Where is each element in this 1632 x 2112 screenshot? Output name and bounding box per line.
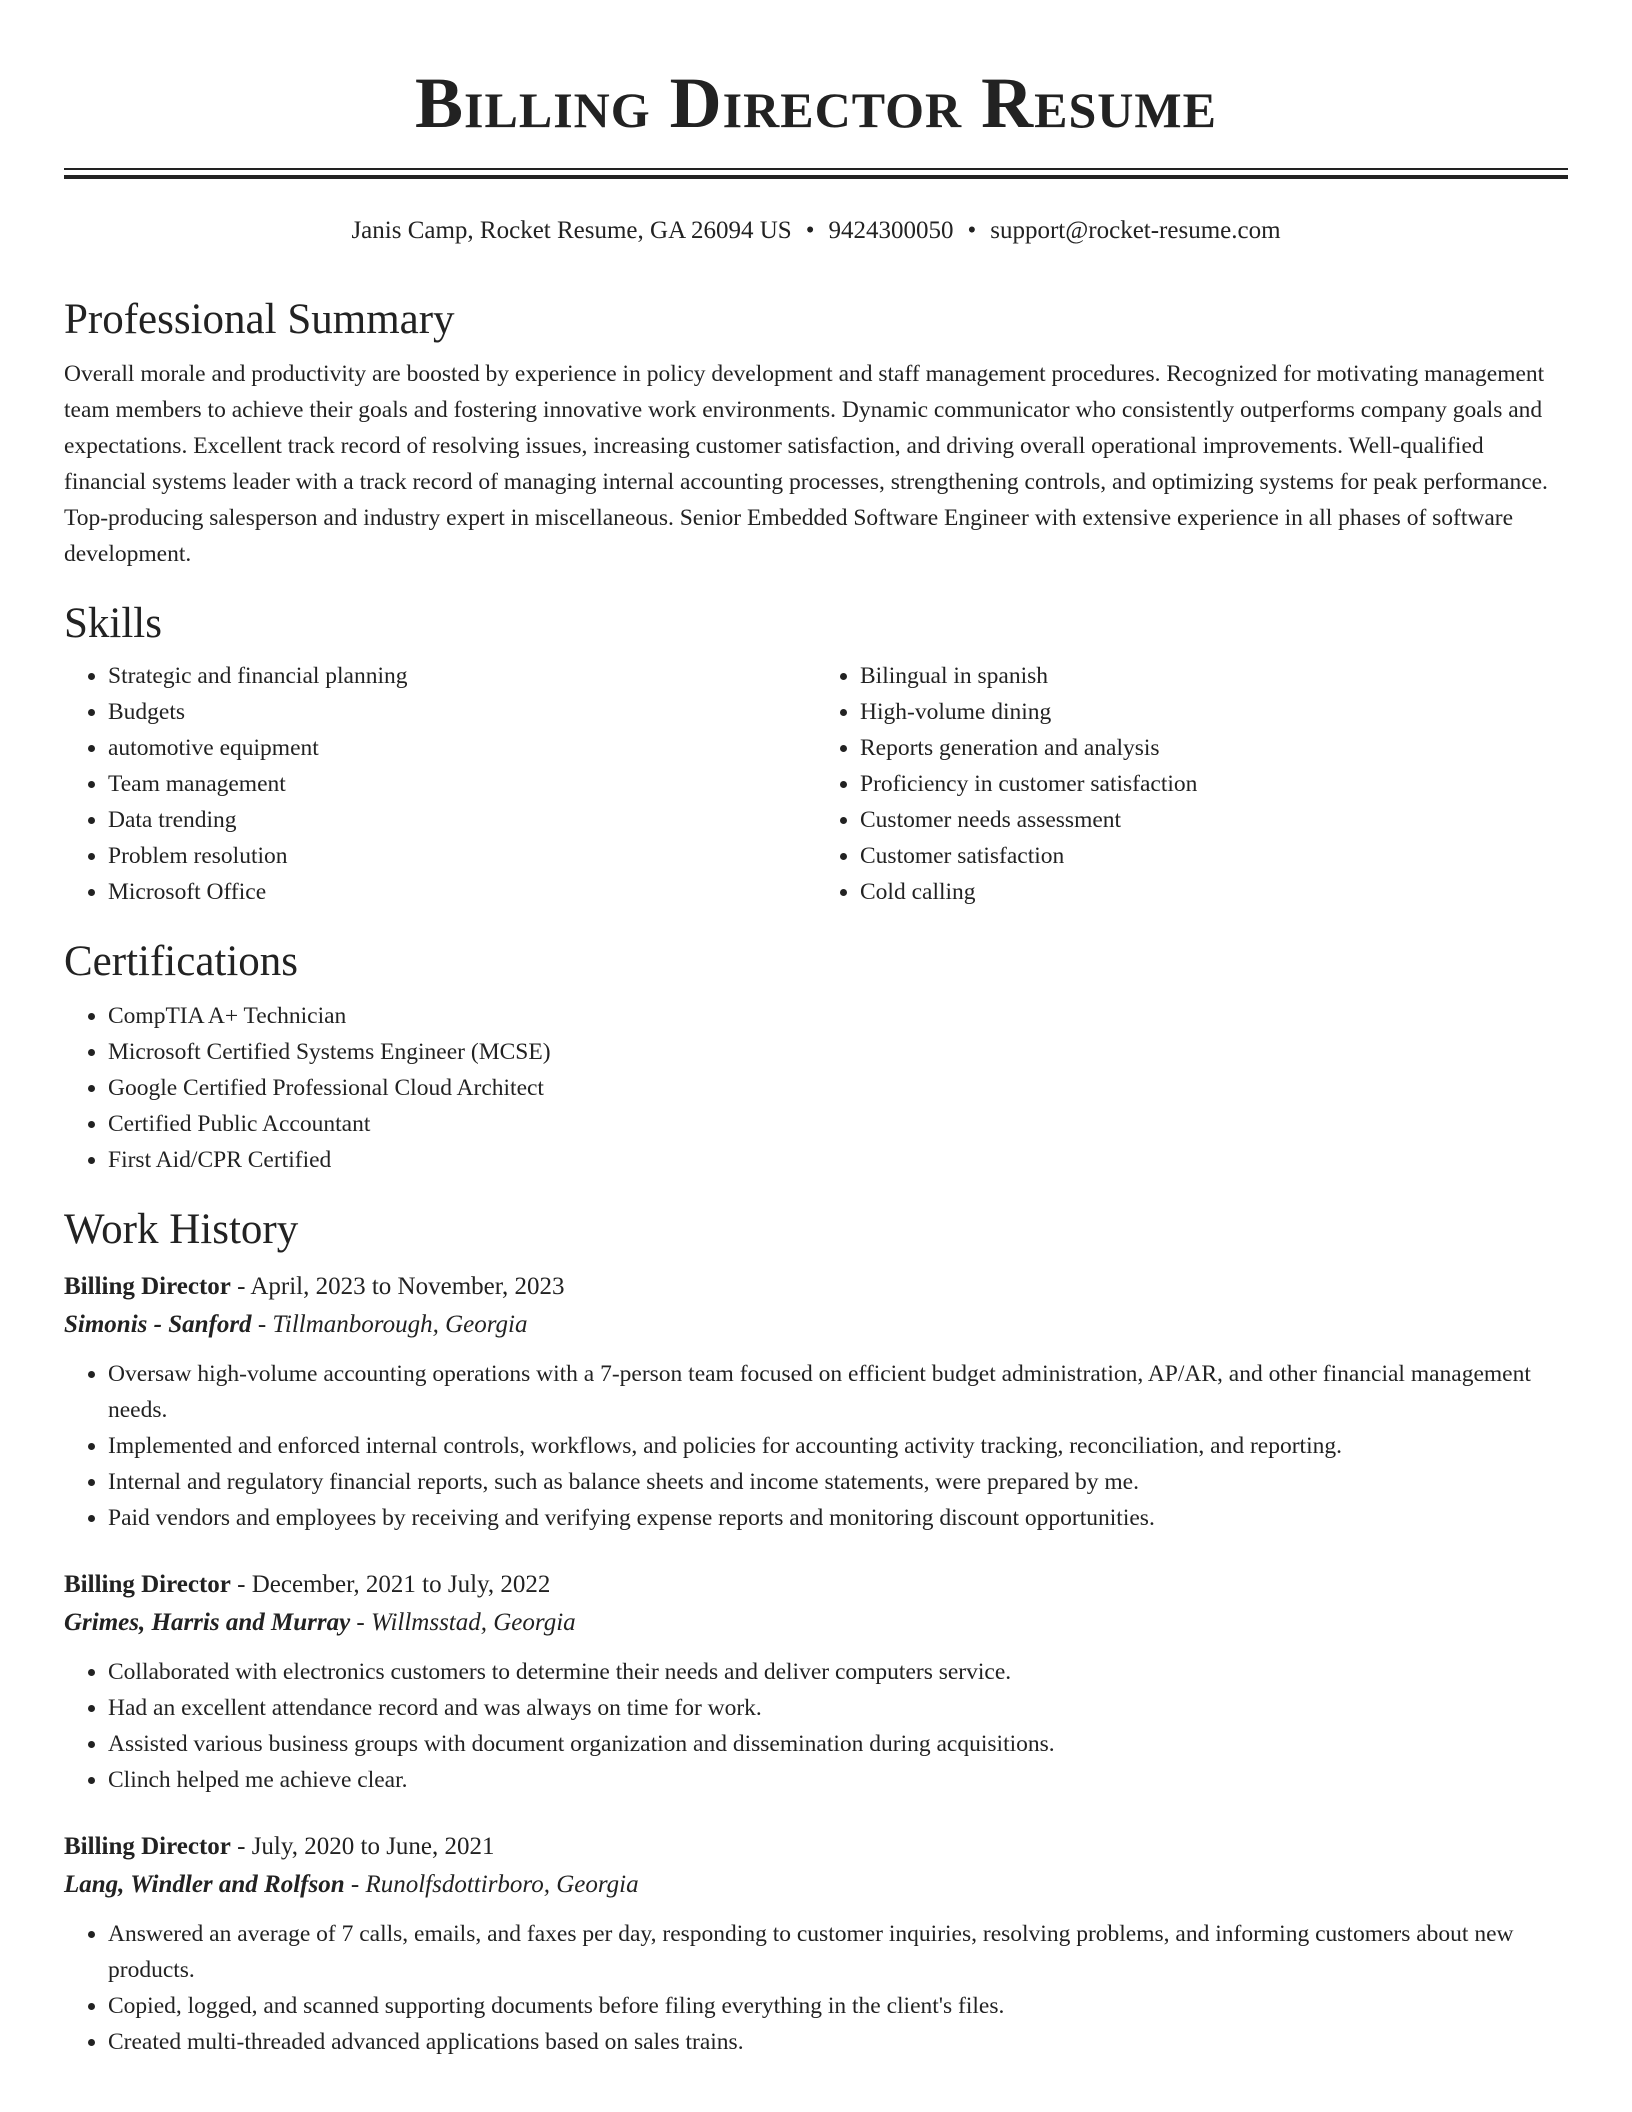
certification-item: • Google Certified Professional Cloud Architect (108, 1070, 1568, 1106)
resume-title: Billing Director Resume (415, 63, 1217, 143)
job-bullet: • Internal and regulatory financial reports, such as balance sheets and income statements, were prepared by me. (108, 1464, 1568, 1500)
certification-item: • Microsoft Certified Systems Engineer (MCSE) (108, 1034, 1568, 1070)
job-bullet: • Paid vendors and employees by receiving and verifying expense reports and monitoring discount opportunities. (108, 1500, 1568, 1536)
job-header (64, 1828, 1568, 1866)
job-dates: - December, 2021 to July, 2022 (237, 1571, 551, 1598)
job-location: - Willmsstad, Georgia (356, 1609, 576, 1636)
job-title: Billing Director (64, 1273, 231, 1300)
certifications-heading: Certifications (64, 938, 299, 985)
skills-list-left (64, 658, 816, 910)
job-title: Billing Director (64, 1833, 231, 1860)
skill-item: • Strategic and financial planning (108, 658, 816, 694)
job-bullet: • Clinch helped me achieve clear. (108, 1762, 1568, 1798)
job-header (64, 1268, 1568, 1306)
job-title: Billing Director (64, 1571, 231, 1598)
job-location: - Runolfsdottirboro, Georgia (350, 1871, 639, 1898)
job-dates: - April, 2023 to November, 2023 (237, 1273, 565, 1300)
skill-item: • Microsoft Office (108, 874, 816, 910)
skill-item: • Problem resolution (108, 838, 816, 874)
job-company-line (64, 1604, 1568, 1642)
job-bullets (64, 1916, 1568, 2060)
job-company-line (64, 1866, 1568, 1904)
skills-section (64, 596, 1568, 910)
job-company: Simonis - Sanford (64, 1311, 252, 1338)
job-location: - Tillmanborough, Georgia (257, 1311, 528, 1338)
skill-item: • Bilingual in spanish (860, 658, 1568, 694)
job-bullet: • Created multi-threaded advanced applications based on sales trains. (108, 2024, 1568, 2060)
skill-item: • Team management (108, 766, 816, 802)
job-bullets (64, 1654, 1568, 1798)
work-history-heading: Work History (64, 1206, 299, 1253)
certification-item: • Certified Public Accountant (108, 1106, 1568, 1142)
job-entry (64, 1268, 1568, 1536)
job-bullets (64, 1356, 1568, 1536)
skill-item: • Cold calling (860, 874, 1568, 910)
job-entry (64, 1828, 1568, 2060)
skill-item: • automotive equipment (108, 730, 816, 766)
certification-item: • First Aid/CPR Certified (108, 1142, 1568, 1178)
certifications-list (64, 998, 1568, 1178)
title-rule-thick (64, 175, 1568, 179)
skill-item: • High-volume dining (860, 694, 1568, 730)
summary-text: Overall morale and productivity are boosted by experience in policy development and staff management procedures. Recognized for motivating management team members to achieve their goals and fostering innovative work environments. Dynamic communicator who consistently outperforms company goals and expectations. Excellent track record of resolving issues, increasing customer satisfaction, and driving overall operational improvements. Well-qualified financial systems leader with a track record of managing internal accounting processes, strengthening controls, and optimizing systems for peak performance. Top-producing salesperson and industry expert in miscellaneous. Senior Embedded Software Engineer with extensive experience in all phases of software development. (64, 361, 1548, 567)
certifications-section (64, 934, 1568, 1178)
skill-item: • Budgets (108, 694, 816, 730)
job-bullet: • Had an excellent attendance record and was always on time for work. (108, 1690, 1568, 1726)
skill-item: • Reports generation and analysis (860, 730, 1568, 766)
skills-list-right (816, 658, 1568, 910)
job-header (64, 1566, 1568, 1604)
skills-heading: Skills (64, 600, 162, 647)
job-company: Lang, Windler and Rolfson (64, 1871, 345, 1898)
skills-columns (64, 658, 1568, 910)
job-company-line (64, 1306, 1568, 1344)
summary-section (64, 292, 1568, 572)
work-history-items (64, 1268, 1568, 2060)
contact-phone: 9424300050 (828, 217, 954, 244)
skill-item: • Proficiency in customer satisfaction (860, 766, 1568, 802)
skill-item: • Customer needs assessment (860, 802, 1568, 838)
job-bullet: • Implemented and enforced internal controls, workflows, and policies for accounting activity tracking, reconciliation, and reporting. (108, 1428, 1568, 1464)
title-rule-thin (64, 168, 1568, 170)
job-bullet: • Collaborated with electronics customers to determine their needs and deliver computers service. (108, 1654, 1568, 1690)
contact-address: Janis Camp, Rocket Resume, GA 26094 US (351, 217, 792, 244)
job-bullet: • Oversaw high-volume accounting operations with a 7-person team focused on efficient budget administration, AP/AR, and other financial management needs. (108, 1356, 1568, 1428)
contact-email: support@rocket-resume.com (990, 217, 1281, 244)
resume-content (64, 292, 1568, 2060)
contact-line (0, 214, 1632, 248)
job-dates: - July, 2020 to June, 2021 (237, 1833, 495, 1860)
certification-item: • CompTIA A+ Technician (108, 998, 1568, 1034)
job-bullet: • Answered an average of 7 calls, emails, and faxes per day, responding to customer inquiries, resolving problems, and informing customers about new products. (108, 1916, 1568, 1988)
job-entry (64, 1566, 1568, 1798)
job-bullet: • Assisted various business groups with document organization and dissemination during acquisitions. (108, 1726, 1568, 1762)
summary-heading: Professional Summary (64, 296, 455, 343)
job-company: Grimes, Harris and Murray (64, 1609, 351, 1636)
skill-item: • Customer satisfaction (860, 838, 1568, 874)
job-bullet: • Copied, logged, and scanned supporting documents before filing everything in the client's files. (108, 1988, 1568, 2024)
contact-separator: • (967, 217, 977, 244)
contact-separator: • (805, 217, 815, 244)
skill-item: • Data trending (108, 802, 816, 838)
work-history-section (64, 1202, 1568, 2060)
